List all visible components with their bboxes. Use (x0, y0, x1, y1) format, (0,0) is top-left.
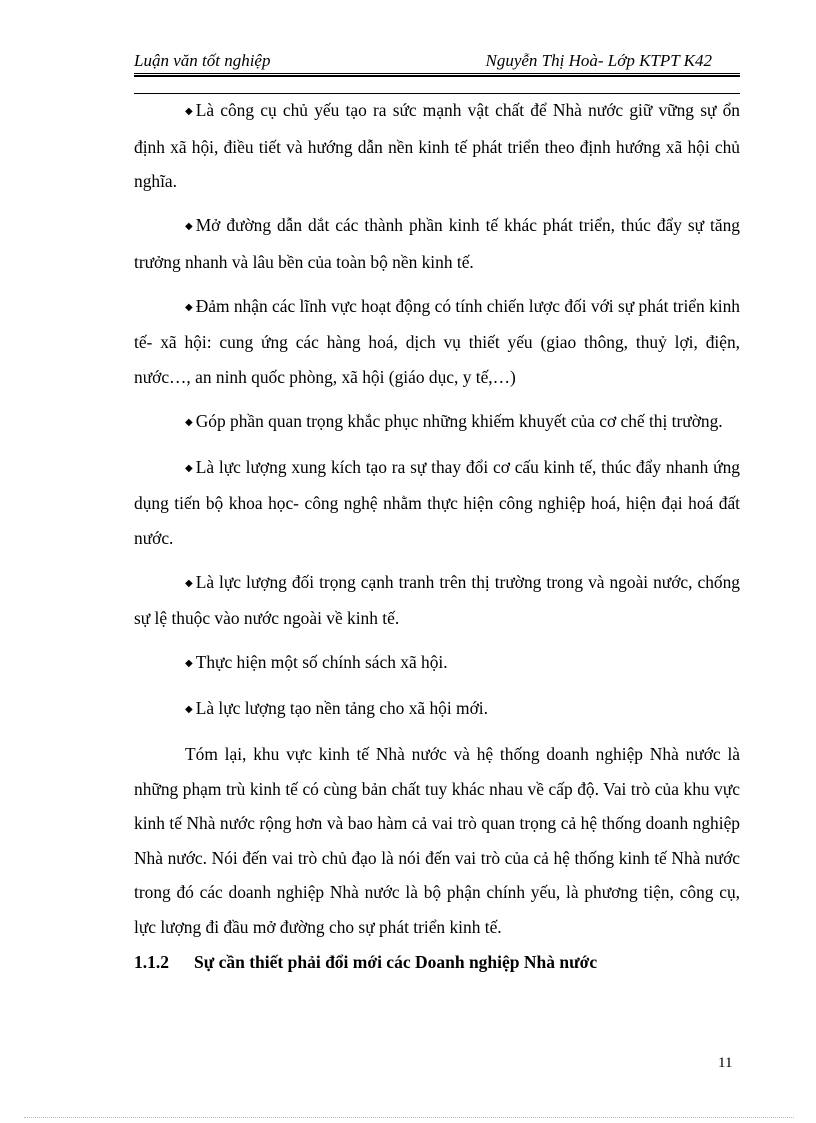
running-header (134, 46, 740, 74)
header-thesis-title: Luận văn tốt nghiệp (134, 51, 271, 70)
section-heading (134, 952, 597, 973)
diamond-bullet-icon: ◆ (185, 658, 193, 669)
bullet-paragraph-1: ◆ Là công cụ chủ yếu tạo ra sức mạnh vật chất để Nhà nước giữ vững sự ổn định xã hội, điều tiết và hướng dẫn nền kinh tế phát triển theo định hướng xã hội chủ nghĩa. (134, 93, 740, 199)
diamond-bullet-icon: ◆ (185, 416, 193, 428)
section-number: 1.1.2 (134, 952, 169, 972)
bullet-paragraph-5: ◆ Là lực lượng xung kích tạo ra sự thay đổi cơ cấu kinh tế, thúc đẩy nhanh ứng dụng tiến bộ khoa học- công nghệ nhằm thực hiện công nghiệp hoá, hiện đại hoá đất nước. (134, 450, 740, 556)
bullet-paragraph-2: ◆ Mở đường dẫn dắt các thành phần kinh tế khác phát triển, thúc đẩy sự tăng trưởng nhanh và lâu bền của toàn bộ nền kinh tế. (134, 208, 740, 279)
body-text (134, 93, 740, 954)
diamond-bullet-icon: ◆ (185, 221, 193, 232)
bullet-paragraph-6: ◆ Là lực lượng đối trọng cạnh tranh trên thị trường trong và ngoài nước, chống sự lệ thuộc vào nước ngoài về kinh tế. (134, 565, 740, 636)
diamond-bullet-icon: ◆ (185, 462, 193, 474)
bullet-paragraph-4: ◆ Góp phần quan trọng khắc phục những khiếm khuyết của cơ chế thị trường. (134, 404, 740, 441)
diamond-bullet-icon: ◆ (185, 704, 193, 715)
bullet-paragraph-7: ◆ Thực hiện một số chính sách xã hội. (134, 645, 740, 682)
page-edge (24, 1117, 794, 1118)
diamond-bullet-icon: ◆ (185, 577, 193, 589)
header-author-class: Nguyễn Thị Hoà- Lớp KTPT K42 (485, 51, 712, 70)
header-rule (134, 73, 740, 77)
bullet-paragraph-3: ◆ Đảm nhận các lĩnh vực hoạt động có tính chiến lược đối với sự phát triển kinh tế- xã hội: cung ứng các hàng hoá, dịch vụ thiết yếu (giao thông, thuỷ lợi, điện, nước…, an ninh quốc phòng, xã hội (giáo dục, y tế,…) (134, 289, 740, 395)
bullet-paragraph-8: ◆ Là lực lượng tạo nền tảng cho xã hội mới. (134, 691, 740, 728)
section-title: Sự cần thiết phải đổi mới các Doanh nghiệp Nhà nước (194, 952, 598, 972)
page-number: 11 (718, 1055, 733, 1071)
diamond-bullet-icon: ◆ (185, 106, 193, 117)
diamond-bullet-icon: ◆ (185, 301, 193, 313)
summary-paragraph: Tóm lại, khu vực kinh tế Nhà nước và hệ thống doanh nghiệp Nhà nước là những phạm trù kinh tế có cùng bản chất tuy khác nhau về cấp độ. Vai trò của khu vực kinh tế Nhà nước rộng hơn và bao hàm cả vai trò quan trọng cả hệ thống doanh nghiệp Nhà nước. Nói đến vai trò chủ đạo là nói đến vai trò của cả hệ thống kinh tế Nhà nước trong đó các doanh nghiệp Nhà nước là bộ phận chính yếu, là phương tiện, công cụ, lực lượng đi đầu mở đường cho sự phát triển kinh tế. (134, 744, 740, 937)
